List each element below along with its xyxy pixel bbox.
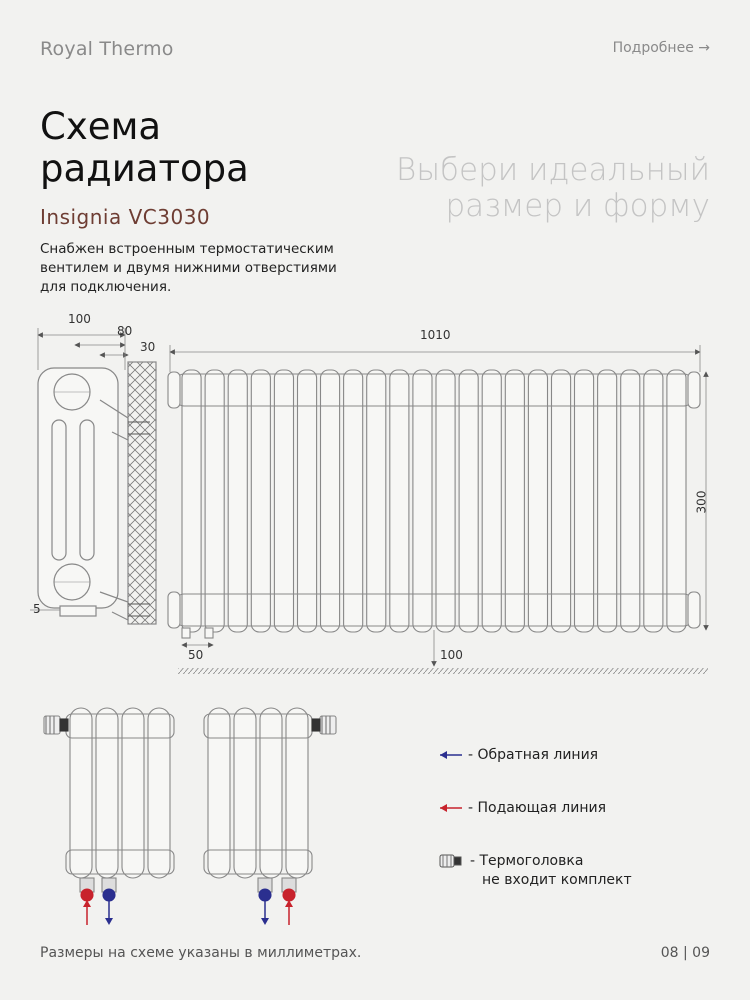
radiator-section <box>575 370 594 632</box>
radiator-section <box>644 370 663 632</box>
scheme-left <box>44 708 174 925</box>
radiator-section <box>298 370 317 632</box>
dim-50: 50 <box>188 648 204 662</box>
radiator-section <box>667 370 686 632</box>
radiator-section <box>274 370 293 632</box>
radiator-section <box>251 370 270 632</box>
thermohead-icon <box>440 855 461 867</box>
radiator-section <box>482 370 501 632</box>
legend-thermohead-line-2: не входит комплект <box>482 872 632 888</box>
radiator-section <box>205 370 224 632</box>
footer-note: Размеры на схеме указаны в миллиметрах. <box>40 945 362 961</box>
title-line-1: Схема <box>40 105 162 148</box>
legend-thermohead <box>470 852 632 890</box>
scheme-right <box>204 708 336 925</box>
dim-1010: 1010 <box>420 328 451 342</box>
radiator-section <box>505 370 524 632</box>
title-line-2: радиатора <box>40 147 249 190</box>
dim-5: 5 <box>33 602 41 616</box>
radiator-section <box>413 370 432 632</box>
radiator-section <box>621 370 640 632</box>
dim-30: 30 <box>140 340 156 354</box>
legend-supply: - Подающая линия <box>468 800 606 816</box>
dim-100-depth: 100 <box>68 312 91 326</box>
legend-thermohead-line-1: - Термоголовка <box>470 853 584 869</box>
slogan-line-1: Выбери идеальный <box>396 152 710 188</box>
page-numbers: 08 | 09 <box>660 945 710 961</box>
radiator-section <box>182 370 201 632</box>
thermohead-right <box>312 716 336 734</box>
radiator-section <box>367 370 386 632</box>
return-arrow-icon <box>440 751 462 759</box>
legend-return: - Обратная линия <box>468 747 599 763</box>
more-link[interactable]: Подробнее → <box>612 40 710 56</box>
brand-logo: Royal Thermo <box>40 38 174 60</box>
front-view <box>168 345 708 674</box>
supply-arrow-icon <box>440 804 462 812</box>
connection-schemes <box>44 708 336 925</box>
thermohead-left <box>44 716 68 734</box>
radiator-section <box>552 370 571 632</box>
radiator-section <box>390 370 409 632</box>
radiator-section <box>528 370 547 632</box>
dim-80: 80 <box>117 324 133 338</box>
radiator-section <box>321 370 340 632</box>
slogan-line-2: размер и форму <box>445 188 710 224</box>
model-name: Insignia VC3030 <box>40 205 211 229</box>
radiator-section <box>344 370 363 632</box>
side-view <box>30 328 156 624</box>
dim-100-floor: 100 <box>440 648 463 662</box>
dim-300: 300 <box>694 490 709 514</box>
radiator-section <box>436 370 455 632</box>
description: Снабжен встроенным термостатическим вентилем и двумя нижними отверстиями для подключения. <box>40 241 337 295</box>
radiator-section <box>459 370 478 632</box>
radiator-section <box>598 370 617 632</box>
radiator-section <box>228 370 247 632</box>
